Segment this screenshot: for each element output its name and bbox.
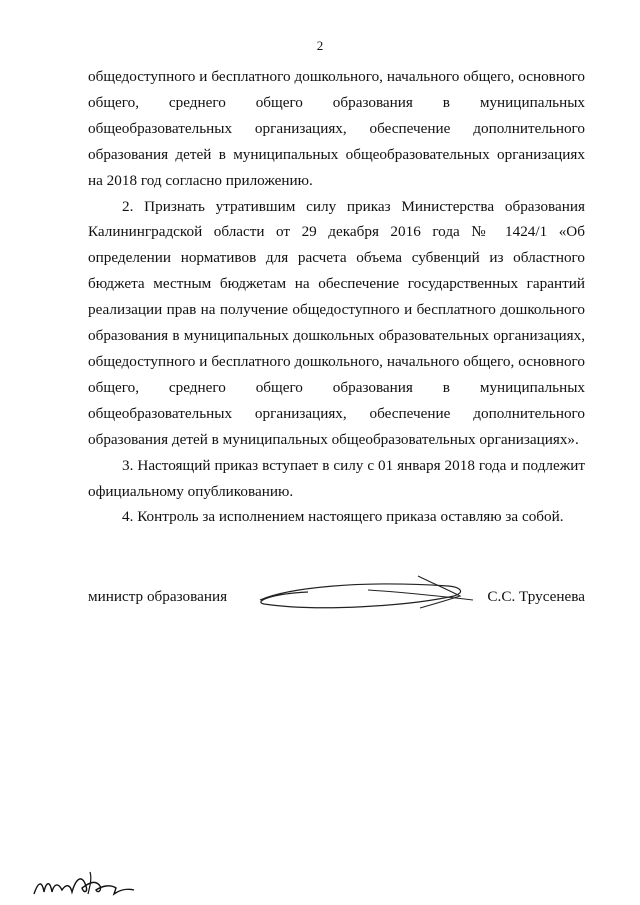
handwritten-initials [30, 868, 140, 900]
signature-block [88, 586, 585, 616]
signatory-name: С.С. Трусенева [487, 588, 585, 605]
handwritten-signature [248, 570, 478, 618]
paragraph-item-2: 2. Признать утратившим силу приказ Министерства образования Калининградской области от 29 декабря 2016 года № 1424/1 «Об определении нормативов для расчета объема субвенций из областного бюджета местным бюджетам на обеспечение государственных гарантий реализации прав на получение общедоступного и бесплатного дошкольного образования в муниципальных дошкольных образовательных организациях, общедоступного и бесплатного дошкольного, начального общего, основного общего, среднего общего образования в муниципальных общеобразовательных организациях, обеспечение дополнительного образования детей в муниципальных общеобразовательных организациях». [88, 197, 585, 448]
paragraph-item-3: 3. Настоящий приказ вступает в силу с 01 января 2018 года и подлежит официальному опубликованию. [88, 456, 585, 500]
paragraph-item-4: 4. Контроль за исполнением настоящего приказа оставляю за собой. [122, 508, 564, 526]
document-body [88, 64, 585, 530]
page-number: 2 [316, 38, 324, 53]
signatory-title: министр образования [88, 588, 228, 605]
paragraph-continuation: общедоступного и бесплатного дошкольного, начального общего, основного общего, среднего общего образования в муниципальных общеобразовательных организациях, обеспечение дополнительного образования детей в муниципальных общеобразовательных организациях на 2018 год согласно приложению. [88, 68, 585, 189]
